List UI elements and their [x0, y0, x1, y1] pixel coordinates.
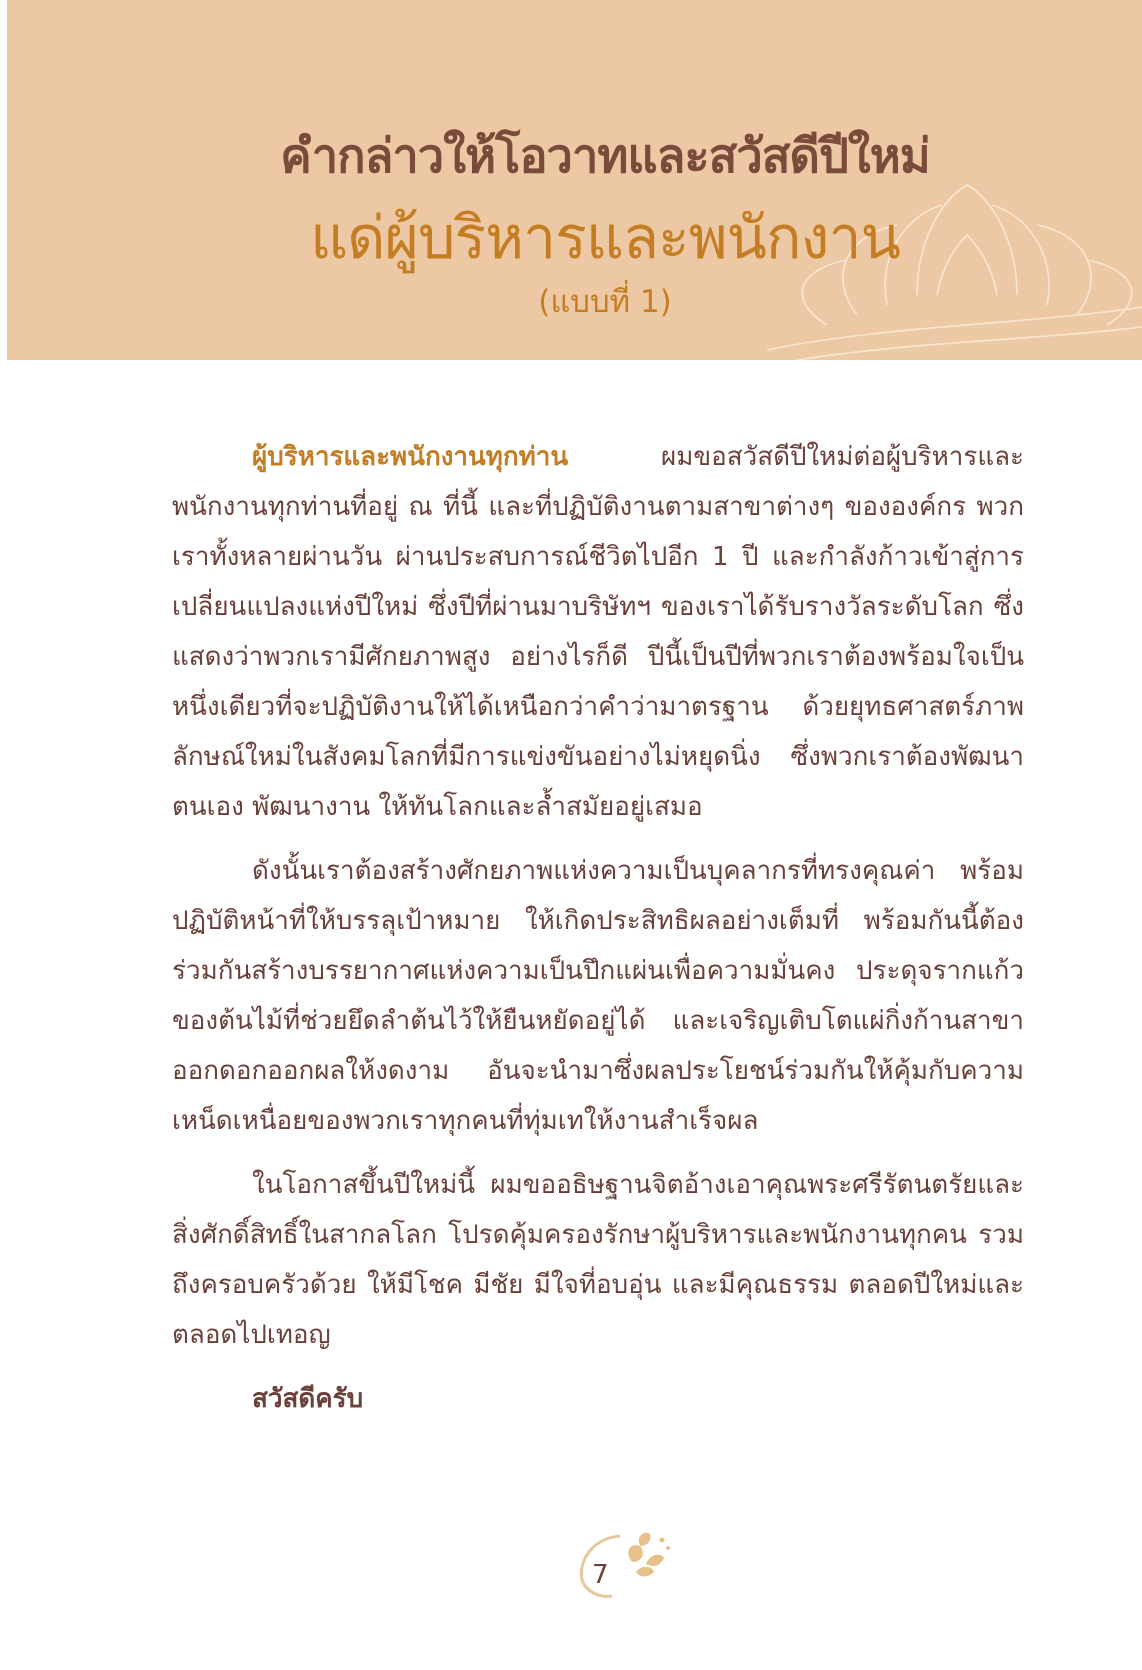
header-banner: [7, 0, 1142, 360]
page-subtitle: แด่ผู้บริหารและพนักงาน: [310, 203, 900, 272]
paragraph-lead: ผู้บริหารและพนักงานทุกท่าน: [252, 442, 569, 472]
paragraph-1-text: ผมขอสวัสดีปีใหม่ต่อผู้บริหารและพนักงานทุกท่านที่อยู่ ณ ที่นี้ และที่ปฏิบัติงานตามสาขาต่างๆ ขององค์กร พวกเราทั้งหลายผ่านวัน ผ่านประสบการณ์ชีวิตไปอีก 1 ปี และกำลังก้าวเข้าสู่การเปลี่ยนแปลงแห่งปีใหม่ ซึ่งปีที่ผ่านมาบริษัทฯ ของเราได้รับรางวัลระดับโลก ซึ่งแสดงว่าพวกเรามีศักยภาพสูง อย่างไรก็ดี ปีนี้เป็นปีที่พวกเราต้องพร้อมใจเป็นหนึ่งเดียวที่จะปฏิบัติงานให้ได้เหนือกว่าคำว่ามาตรฐาน ด้วยยุทธศาสตร์ภาพลักษณ์ใหม่ในสังคมโลกที่มีการแข่งขันอย่างไม่หยุดนิ่ง ซึ่งพวกเราต้องพัฒนาตนเอง พัฒนางาน ให้ทันโลกและล้ำสมัยอยู่เสมอ: [172, 442, 1024, 822]
page-number-badge: [560, 1528, 680, 1598]
page-number: 7: [592, 1560, 609, 1590]
paragraph-2: ดังนั้นเราต้องสร้างศักยภาพแห่งความเป็นบุคลากรที่ทรงคุณค่า พร้อมปฏิบัติหน้าที่ให้บรรลุเป้าหมาย ให้เกิดประสิทธิผลอย่างเต็มที่ พร้อมกันนี้ต้องร่วมกันสร้างบรรยากาศแห่งความเป็นปึกแผ่นเพื่อความมั่นคง ประดุจรากแก้วของต้นไม้ที่ช่วยยึดลำต้นไว้ให้ยืนหยัดอยู่ได้ และเจริญเติบโตแผ่กิ่งก้านสาขาออกดอกออกผลให้งดงาม อันจะนำมาซึ่งผลประโยชน์ร่วมกันให้คุ้มกับความเหน็ดเหนื่อยของพวกเราทุกคนที่ทุ่มเทให้งานสำเร็จผล: [172, 856, 1024, 1136]
lotus-flower-icon: [560, 1528, 680, 1598]
page-variant-label: (แบบที่ 1): [538, 284, 672, 320]
paragraph-3: ในโอกาสขึ้นปีใหม่นี้ ผมขออธิษฐานจิตอ้างเอาคุณพระศรีรัตนตรัยและสิ่งศักดิ์สิทธิ์ในสากลโลก โปรดคุ้มครองรักษาผู้บริหารและพนักงานทุกคน รวมถึงครอบครัวด้วย ให้มีโชค มีชัย มีใจที่อบอุ่น และมีคุณธรรม ตลอดปีใหม่และตลอดไปเทอญ: [172, 1170, 1024, 1350]
closing-greeting: สวัสดีครับ: [252, 1384, 364, 1414]
paragraph-1: [172, 432, 1024, 832]
page-title: คำกล่าวให้โอวาทและสวัสดีปีใหม่: [280, 129, 930, 184]
speech-body: [172, 432, 1024, 1424]
